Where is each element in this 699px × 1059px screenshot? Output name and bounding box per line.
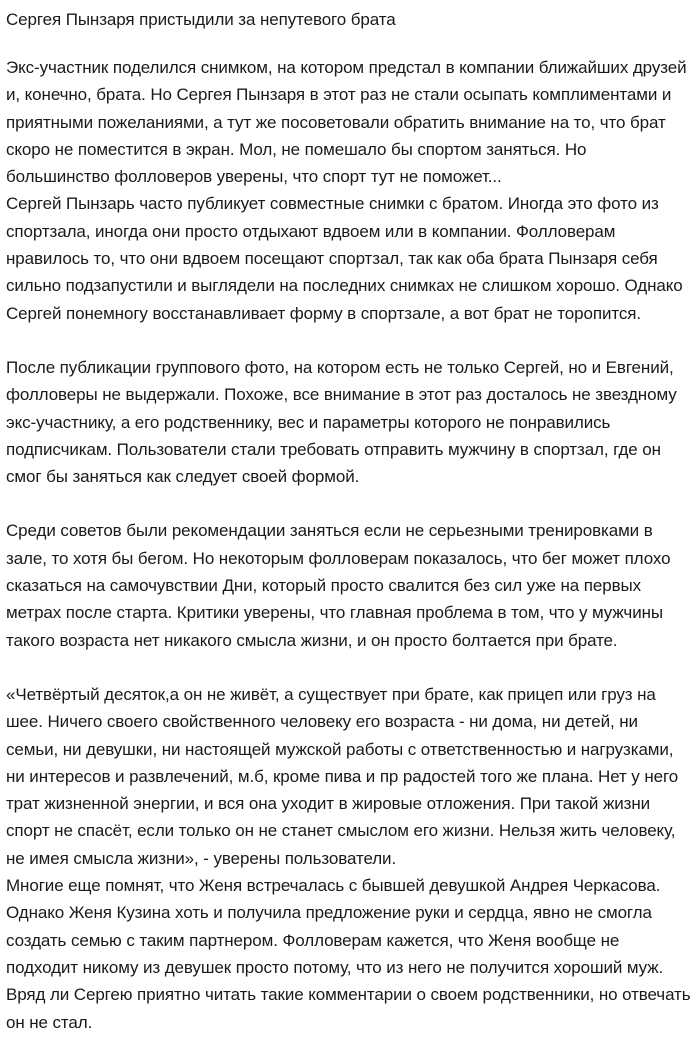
paragraph-quote: «Четвёртый десяток,а он не живёт, а существует при брате, как прицеп или груз на шее. Ничего своего свойственного человеку его возраста - ни дома, ни детей, ни семьи, ни девушки, ни настоящей мужской работы с ответственностью и нагрузками, ни интересов и развлечений, м.б, кроме пива и пр радостей того же плана. Нет у него трат жизненной энергии, и вся она уходит в жировые отложения. При такой жизни спорт не спасёт, если только он не станет смыслом его жизни. Нельзя жить человеку, не имея смысла жизни», - уверены пользователи. xyxy=(6,684,679,868)
article-block-2 xyxy=(6,354,691,490)
article-block-1 xyxy=(6,54,691,327)
article-block-3 xyxy=(6,517,691,653)
article-title: Сергея Пынзаря пристыдили за непутевого брата xyxy=(6,10,396,29)
paragraph-group-photo: После публикации группового фото, на котором есть не только Сергей, но и Евгений, фолловеры не выдержали. Похоже, все внимание в этот раз досталось не звездному экс-участнику, а его родственнику, вес и параметры которого не понравились подписчикам. Пользователи стали требовать отправить мужчину в спортзал, где он смог бы заняться как следует своей формой. xyxy=(6,357,677,487)
article-block-4 xyxy=(6,681,691,1036)
paragraph-intro: Экс-участник поделился снимком, на котором предстал в компании ближайших друзей и, конечно, брата. Но Сергея Пынзаря в этот раз не стали осыпать комплиментами и приятными пожеланиями, а тут же посоветовали обратить внимание на то, что брат скоро не поместится в экран. Мол, не помешало бы спортом заняться. Но большинство фолловеров уверены, что спорт тут не поможет... xyxy=(6,58,687,187)
paragraph-advice: Среди советов были рекомендации заняться если не серьезными тренировками в зале, то хотя бы бегом. Но некоторым фолловерам показалось, что бег может плохо сказаться на самочувствии Дни, который просто свалится без сил уже на первых метрах после старта. Критики уверены, что главная проблема в том, что у мужчины такого возраста нет никакого смысла жизни, и он просто болтается при брате. xyxy=(6,521,671,650)
paragraph-conclusion: Многие еще помнят, что Женя встречалась с бывшей девушкой Андрея Черкасова. Однако Женя Кузина хоть и получила предложение руки и сердца, явно не смогла создать семью с таким партнером. Фолловерам кажется, что Женя вообще не подходит никому из девушек просто потому, что из него не получится хороший муж. Вряд ли Сергею приятно читать такие комментарии о своем родственники, но отвечать он не стал. xyxy=(6,876,691,1032)
paragraph-gym-photos: Сергей Пынзарь часто публикует совместные снимки с братом. Иногда это фото из спортзала, иногда они просто отдыхают вдвоем или в компании. Фолловерам нравилось то, что они вдвоем посещают спортзал, так как оба брата Пынзаря себя сильно подзапустили и выглядели на последних снимках не слишком хорошо. Однако Сергей понемногу восстанавливает форму в спортзале, а вот брат не торопится. xyxy=(6,194,683,323)
